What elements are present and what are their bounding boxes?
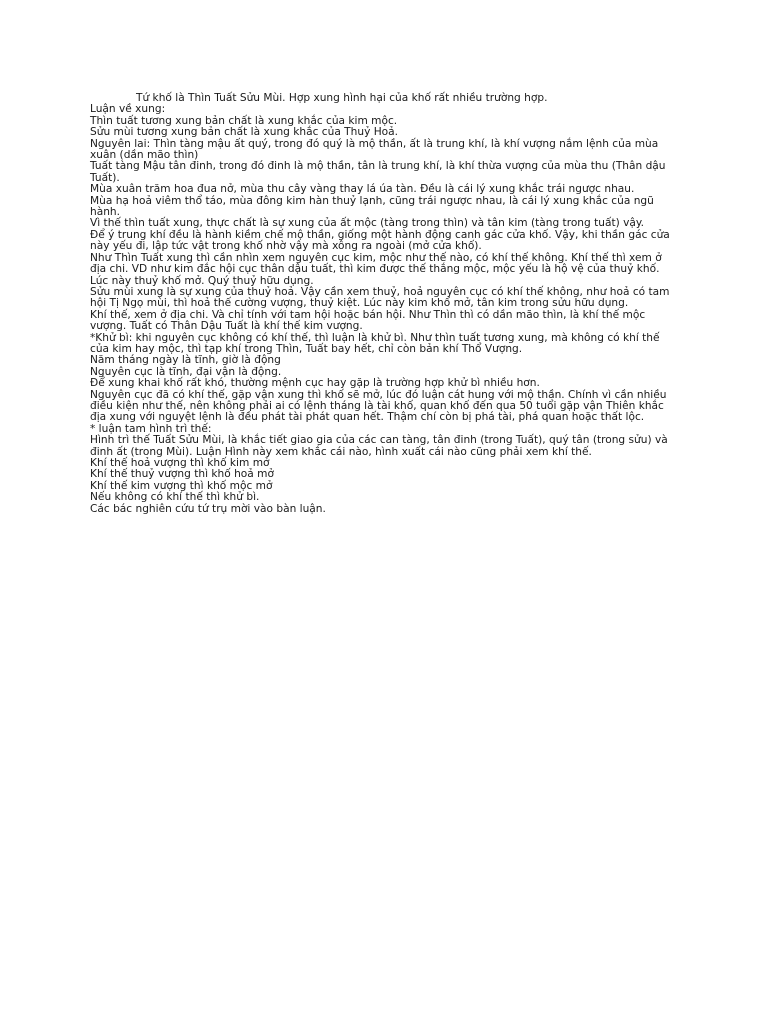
paragraph: Khí thế, xem ở địa chi. Và chỉ tính với tam hội hoặc bán hội. Như Thìn thì có dần mão thìn, là khí thế mộc vượng. Tuất có Thân Dậu Tuất là khí thế kim vượng. <box>90 308 646 333</box>
section-heading-xung: Luận về xung: <box>90 103 166 116</box>
document-title-line: Tứ khố là Thìn Tuất Sửu Mùi. Hợp xung hình hại của khố rất nhiều trường hợp. <box>136 92 548 104</box>
closing-line: Các bác nghiên cứu tứ trụ mời vào bàn luận. <box>90 502 326 515</box>
paragraph: Hình trì thế Tuất Sửu Mùi, là khắc tiết giao gia của các can tàng, tân đinh (trong Tuất), quý tân (trong sửu) và đinh ất (trong Mùi). Luận Hình này xem khắc cái nào, hình xuất cái nào cũng phải xem khí thế. <box>90 434 668 458</box>
paragraph: Năm tháng ngày là tĩnh, giờ là động <box>90 354 281 367</box>
paragraph: Mùa hạ hoả viêm thổ táo, mùa đông kim hàn thuỷ lạnh, cũng trái ngược nhau, là cái lý xung khắc của ngũ hành. <box>90 194 654 219</box>
paragraph: Thìn tuất tương xung bản chất là xung khắc của kim mộc. <box>90 114 398 127</box>
paragraph: Sửu mùi tương xung bản chất là xung khắc của Thuỷ Hoả. <box>90 126 399 139</box>
paragraph: Như Thìn Tuất xung thì cần nhìn xem nguyên cục kim, mộc như thế nào, có khí thế không. Khí thế thì xem ở địa chi. VD như kim đắc hội cục thân dậu tuất, thì kim được thế thắng mộc, mộc yếu là hộ vệ của thuỷ khố. Lúc này thuỷ khố mở. Quý thuỷ hữu dụng. <box>90 251 662 287</box>
section-heading-tam-hinh: * luận tam hình trì thế: <box>90 422 212 435</box>
paragraph: Khí thế kim vượng thì khố mộc mở <box>90 479 273 492</box>
paragraph: Khí thế thuỷ vượng thì khố hoả mở <box>90 468 274 481</box>
paragraph: Nguyên cục đã có khí thế, gặp vận xung thì khố sẽ mở, lúc đó luận cát hung với mộ thần. Chính vì cần nhiều điều kiện như thế, nên không phải ai có lệnh tháng là tài khố, quan khố đến qua 50 tuổi gặp vận Thiên khắc địa xung với nguyệt lệnh là đều phát tài phát quan hết. Thậm chí còn bị phá tài, phá quan hoặc thất lộc. <box>90 388 667 424</box>
paragraph: Mùa xuân trăm hoa đua nở, mùa thu cây vàng thay lá úa tàn. Đều là cái lý xung khắc trái ngược nhau. <box>90 183 635 196</box>
paragraph-khu-bi: *Khử bì: khi nguyên cục không có khí thế, thì luận là khử bì. Như thìn tuất tương xung, mà không có khí thế của kim hay mộc, thì tạp khí trong Thìn, Tuất bay hết, chỉ còn bản khí Thổ Vượng. <box>90 331 660 355</box>
paragraph: Vì thế thìn tuất xung, thực chất là sự xung của ất mộc (tàng trong thìn) và tân kim (tàng trong tuất) vậy. <box>90 217 645 230</box>
paragraph: Nguyên lai: Thìn tàng mậu ất quý, trong đó quý là mộ thần, ất là trung khí, là khí vượng nắm lệnh của mùa xuân (dần mão thìn) <box>90 137 659 162</box>
paragraph: Tuất tàng Mậu tân đinh, trong đó đinh là mộ thần, tân là trung khí, là khí thừa vượng của mùa thu (Thân dậu Tuất). <box>90 160 666 184</box>
paragraph: Nguyên cục là tĩnh, đại vận là động. <box>90 365 282 378</box>
paragraph: Nếu không có khí thế thì khử bì. <box>90 491 260 504</box>
paragraph: Sửu mùi xung là sự xung của thuỷ hoả. Vậy cần xem thuỷ, hoả nguyên cục có khí thế không, như hoả có tam hội Tị Ngọ mùi, thì hoả thế cường vượng, thuỷ kiệt. Lúc này kim khố mở, tân kim trong sửu hữu dụng. <box>90 285 670 310</box>
paragraph: Để xung khai khố rất khó, thường mệnh cục hay gặp là trường hợp khử bì nhiều hơn. <box>90 377 540 390</box>
paragraph: Để ý trung khí đều là hành kiềm chế mộ thần, giống một hành động canh gác cửa khố. Vậy, khi thần gác cửa này yếu đi, lập tức vật trong khố nhờ vậy mà xông ra ngoài (mở cửa khố). <box>90 228 670 253</box>
paragraph: Khí thế hoả vượng thì khố kim mở <box>90 457 270 469</box>
document-body <box>90 93 680 515</box>
